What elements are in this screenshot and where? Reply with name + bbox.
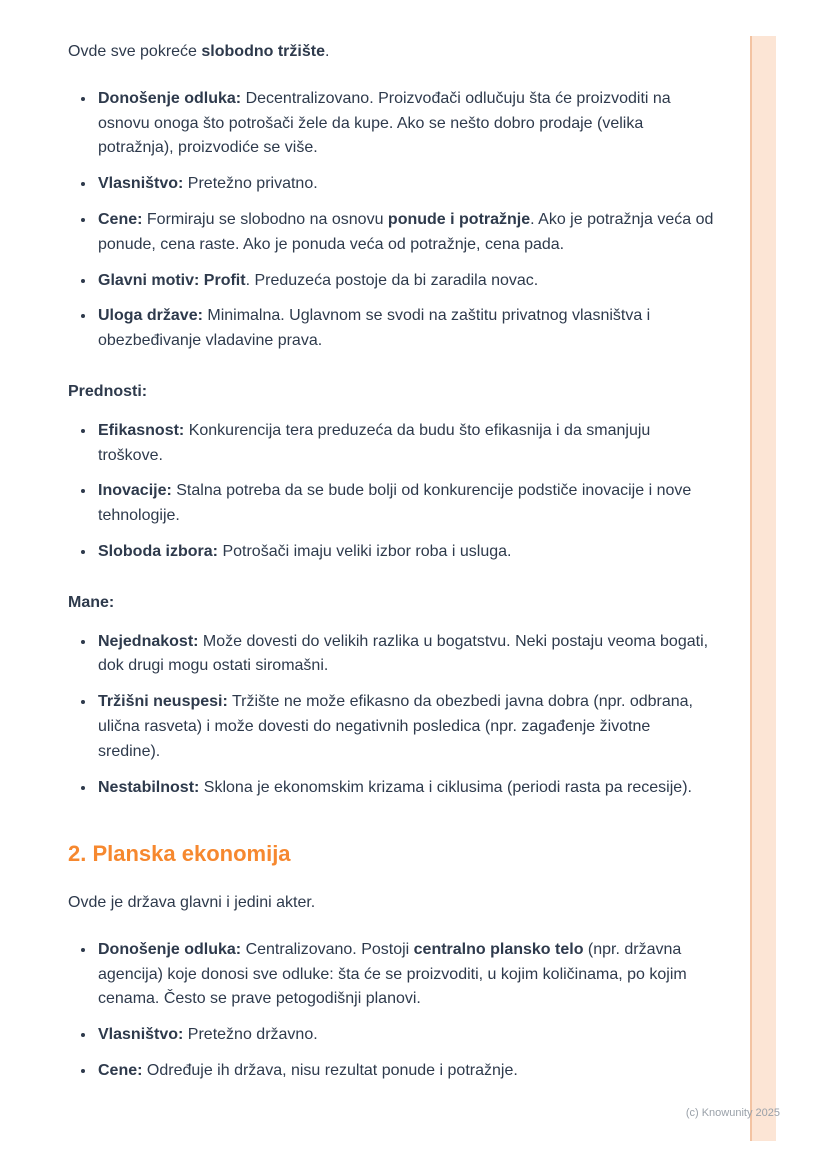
paragraph [68, 891, 716, 916]
bold-text: Nestabilnost: [98, 778, 200, 796]
bullet-list [68, 938, 716, 1084]
text: Pretežno državno. [183, 1026, 318, 1044]
bold-text: Tržišni neuspesi: [98, 693, 228, 711]
text: . Preduzeća postoje da bi zaradila novac. [245, 271, 539, 289]
text: Konkurencija tera preduzeća da budu što efikasnija i da smanjuju troškove. [98, 421, 651, 464]
bold-text: Vlasništvo: [98, 175, 184, 193]
bullet-list [68, 630, 716, 801]
bold-text: Cene: [98, 210, 143, 228]
list-item [96, 630, 716, 680]
paragraph [68, 40, 716, 65]
bold-text: Donošenje odluka: [98, 940, 242, 958]
bold-text: ponude i potražnje [387, 210, 531, 228]
bold-text: Prednosti: [68, 382, 148, 400]
text: Pretežno privatno. [183, 175, 318, 193]
text: Minimalna. Uglavnom se svodi na zaštitu privatnog vlasništva i obezbeđivanje vladavine prava. [98, 307, 651, 350]
copyright-footer: (c) Knowunity 2025 [685, 1107, 780, 1119]
text: 2. Planska ekonomija [68, 841, 291, 867]
list-item [96, 1059, 716, 1084]
list-item [96, 208, 716, 258]
bold-text: Cene: [98, 1061, 143, 1079]
list-item [96, 419, 716, 469]
bold-text: Donošenje odluka: [98, 89, 242, 107]
list-item [96, 87, 716, 161]
text: . [324, 43, 330, 60]
list-item [96, 776, 716, 801]
text: Potrošači imaju veliki izbor roba i usluga. [218, 542, 512, 560]
bold-text: Efikasnost: [98, 421, 185, 439]
list-item [96, 172, 716, 197]
bold-text: Vlasništvo: [98, 1026, 184, 1044]
subheading [68, 380, 716, 405]
text: Sklona je ekonomskim krizama i ciklusima (periodi rasta pa recesije). [199, 778, 692, 796]
list-item [96, 269, 716, 294]
text: . Ako je potražnja veća od ponude, cena raste. Ako je ponuda veća od potražnje, cena pada. [98, 210, 714, 253]
text: Određuje ih država, nisu rezultat ponude i potražnje. [142, 1061, 518, 1079]
list-item [96, 540, 716, 565]
list-item [96, 1023, 716, 1048]
list-item [96, 304, 716, 354]
text: (npr. državna agencija) koje donosi sve odluke: šta će se proizvoditi, u kojim količinama, po kojim cenama. Često se prave petogodišnji planovi. [98, 940, 687, 1008]
text: Stalna potreba da se bude bolji od konkurencije podstiče inovacije i nove tehnologije. [98, 482, 692, 525]
text: Formiraju se slobodno na osnovu [142, 210, 388, 228]
bullet-list [68, 419, 716, 565]
text: Može dovesti do velikih razlika u bogatstvu. Neki postaju veoma bogati, dok drugi mogu ostati siromašni. [98, 632, 709, 675]
bold-text: Nejednakost: [98, 632, 199, 650]
list-item [96, 479, 716, 529]
bold-text: Mane: [68, 593, 115, 611]
bold-text: Sloboda izbora: [98, 542, 218, 560]
section-heading [68, 840, 716, 869]
text: Centralizovano. Postoji [241, 940, 414, 958]
bold-text: centralno plansko telo [413, 940, 584, 958]
text: Decentralizovano. Proizvođači odlučuju šta će proizvoditi na osnovu onoga što potrošači žele da kupe. Ako se nešto dobro prodaje (velika potražnja), proizvodiće se više. [98, 89, 671, 157]
document-content [68, 40, 716, 1106]
bold-text: Glavni motiv: Profit [98, 271, 246, 289]
text: Tržište ne može efikasno da obezbedi javna dobra (npr. odbrana, ulična rasveta) i može dovesti do negativnih posledica (npr. zagađenje životne sredine). [98, 693, 693, 760]
subheading [68, 591, 716, 616]
text: Ovde je država glavni i jedini akter. [68, 893, 316, 911]
text: Ovde sve pokreće [68, 43, 202, 60]
list-item [96, 938, 716, 1012]
bold-text: Uloga države: [98, 307, 203, 325]
bullet-list [68, 87, 716, 354]
bold-text: Inovacije: [98, 482, 172, 500]
list-item [96, 690, 716, 764]
page-edge-stripe [750, 36, 776, 1141]
bold-text: slobodno tržište [201, 43, 325, 60]
